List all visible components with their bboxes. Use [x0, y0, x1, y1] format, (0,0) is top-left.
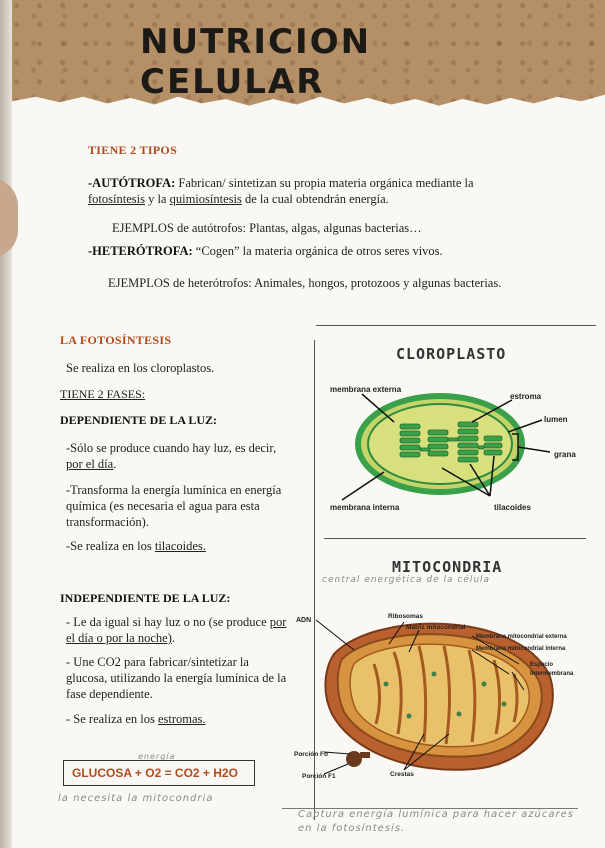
label-adn: ADN	[296, 617, 312, 624]
atp-synthase-fo	[360, 752, 370, 758]
fases-label: TIENE 2 FASES:	[60, 387, 146, 401]
indep-point-3: - Se realiza en los estromas.	[66, 712, 206, 726]
dependiente-title: DEPENDIENTE DE LA LUZ:	[60, 413, 218, 427]
mitochondrion-diagram	[294, 604, 594, 784]
handwritten-note-mito: la necesita la mitocondria	[58, 793, 214, 804]
label-grana: grana	[554, 450, 576, 459]
dep-point-2: -Transforma la energía lumínica en energía química (es necesaria el agua para esta transformación).	[66, 483, 282, 529]
chloroplast-diagram	[322, 372, 592, 522]
label-membrana-externa: membrana externa	[330, 385, 402, 394]
fotosintesis-heading: LA FOTOSÍNTESIS	[60, 333, 172, 347]
types-heading: TIENE 2 TIPOS	[88, 143, 178, 157]
divider	[316, 325, 596, 326]
cloroplasto-title: CLOROPLASTO	[396, 345, 507, 363]
mitocondria-subtitle: central energética de la célula	[322, 575, 491, 585]
label-membrana-interna-mito: Membrana mitocondrial interna	[476, 646, 566, 652]
page-shadow	[0, 0, 12, 848]
page-title: NUTRICION CELULAR	[140, 22, 372, 102]
heterotrofa-label: -HETERÓTROFA:	[88, 244, 193, 258]
label-tilacoides: tilacoides	[494, 503, 531, 512]
label-lumen: lumen	[544, 415, 568, 424]
heterotrofa-examples: EJEMPLOS de heterótrofos: Animales, hongos, protozoos y algunas bacterias.	[108, 276, 502, 290]
fotosintesis-term: fotosíntesis	[88, 192, 145, 206]
divider	[324, 538, 586, 539]
autotrofa-examples: EJEMPLOS de autótrofos: Plantas, algas, algunas bacterias…	[112, 221, 422, 235]
label-ribosomas: Ribosomas	[388, 613, 424, 620]
label-matriz: Matriz mitocondrial	[406, 624, 466, 631]
indep-point-1: - Le da igual si hay luz o no (se produce por el día o por la noche).	[66, 615, 287, 645]
mitocondria-title: MITOCONDRIA	[392, 558, 503, 576]
heterotrofa-text: -HETERÓTROFA: “Cogen” la materia orgánica de otros seres vivos.	[88, 244, 443, 258]
handwritten-note-captura: Captura energía lumínica para hacer azúcares en la fotosíntesis.	[298, 809, 574, 834]
label-membrana-interna: membrana interna	[330, 503, 400, 512]
handwritten-note-energia: energía	[138, 752, 176, 761]
autotrofa-label: -AUTÓTROFA:	[88, 176, 176, 190]
label-estroma: estroma	[510, 392, 542, 401]
label-espacio: Espacio	[530, 662, 554, 668]
dep-point-1: -Sólo se produce cuando hay luz, es decir, por el día.	[66, 441, 277, 471]
fotosintesis-location: Se realiza en los cloroplastos.	[66, 361, 215, 375]
label-membrana-externa-mito: Membrana mitocondrial externa	[476, 634, 567, 640]
autotrofa-text: -AUTÓTROFA: Fabrican/ sintetizan su propia materia orgánica mediante la fotosíntesis y la quimiosíntesis de la cual obtendrán energía.	[88, 176, 474, 206]
label-intermembrana: Intermembrana	[530, 671, 574, 677]
quimiosintesis-term: quimiosíntesis	[169, 192, 242, 206]
label-porcion-f1: Porción F1	[302, 773, 336, 780]
label-porcion-fo: Porción Fo	[294, 751, 328, 758]
label-crestas: Crestas	[390, 771, 414, 778]
indep-point-2: - Une CO2 para fabricar/sintetizar la glucosa, utilizando la energía lumínica de la fase dependiente.	[66, 655, 287, 701]
equation: GLUCOSA + O2 = CO2 + H2O	[72, 766, 238, 780]
dep-point-3: -Se realiza en los tilacoides.	[66, 539, 206, 553]
independiente-title: INDEPENDIENTE DE LA LUZ:	[60, 591, 231, 605]
